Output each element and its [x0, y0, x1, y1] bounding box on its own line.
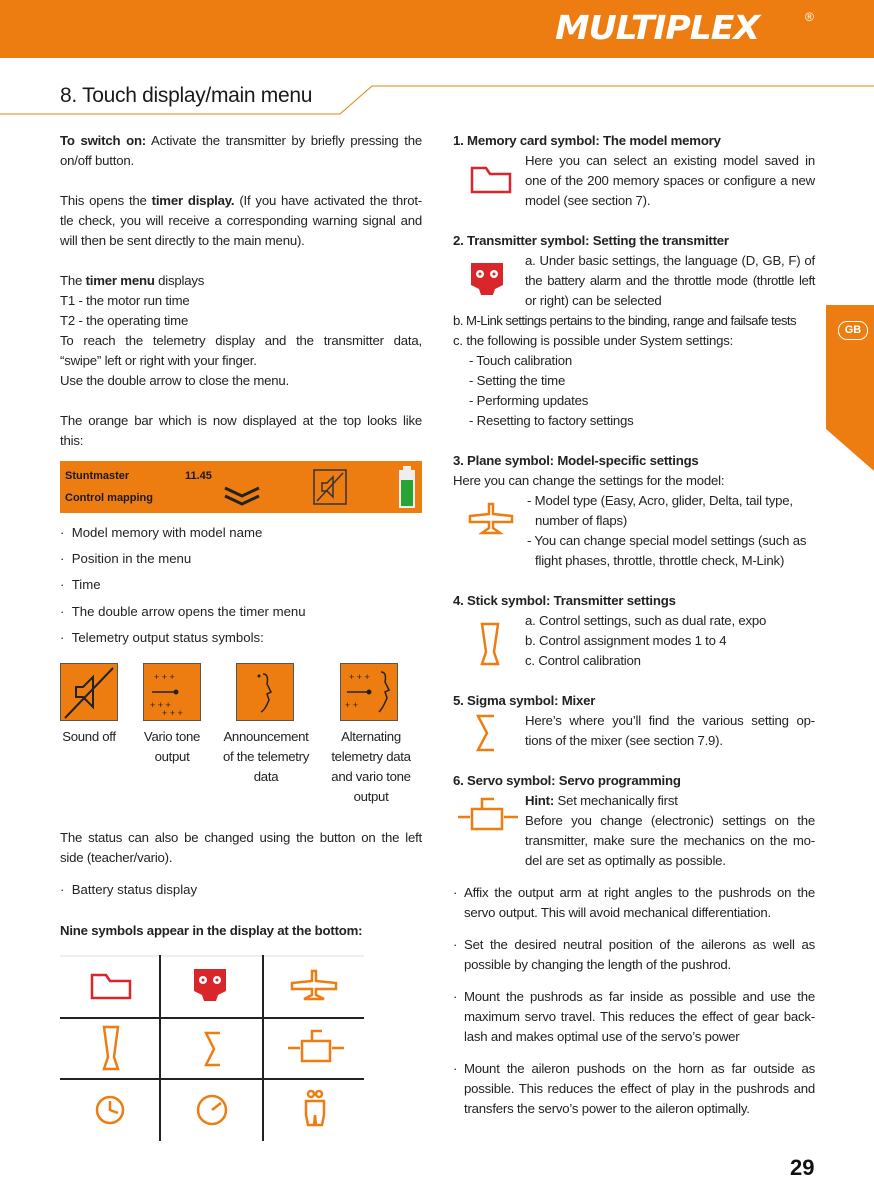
section-4-heading: 4. Stick symbol: Transmitter settings — [453, 593, 676, 608]
section-2-heading: 2. Transmitter symbol: Setting the transmitter — [453, 233, 729, 248]
s3-text-1: - Model type (Easy, Acro, glider, Delta, tail type, — [527, 493, 793, 508]
memory-card-icon — [470, 166, 512, 194]
system-settings-list — [469, 351, 769, 431]
list-item: - Resetting to factory settings — [469, 413, 634, 428]
switch-on-text-2: on/off button. — [60, 153, 134, 168]
page-number: 29 — [790, 1155, 815, 1180]
s4-text-b: b. Control assignment modes 1 to 4 — [525, 633, 727, 648]
caption-alternating: Alternating telemetry data and vario tone output — [331, 729, 411, 804]
s3-text-4: flight phases, throttle, throttle check, M-Link) — [535, 553, 785, 568]
list-item: · Position in the menu — [60, 551, 192, 566]
section-2-body — [525, 251, 815, 311]
status-change-paragraph — [60, 828, 422, 868]
switch-on-label: To switch on: — [60, 133, 146, 148]
section-4-body — [525, 611, 815, 671]
opens-paragraph — [60, 191, 422, 251]
s2-text-a2: the battery alarm and the throttle mode (throttle left — [525, 273, 815, 288]
timer-text-c: displays — [154, 273, 205, 288]
list-item: - Setting the time — [469, 373, 566, 388]
s5-text-1: Here’s where you’ll find the various setting op- — [525, 713, 815, 728]
timer-t2: T2 - the operating time — [60, 313, 189, 328]
timer-menu-term: timer menu — [85, 273, 155, 288]
list-item: · Time — [60, 577, 101, 592]
list-item: · The double arrow opens the timer menu — [60, 604, 306, 619]
bar-menu-position: Control mapping — [65, 492, 153, 504]
svg-text:+ + +: + + + — [150, 700, 171, 710]
s6-text-1: Before you change (electronic) settings on the — [525, 813, 815, 828]
language-badge: GB — [838, 321, 868, 340]
section-1-body — [525, 151, 815, 211]
s4-text-c: c. Control calibration — [525, 653, 641, 668]
list-item: · Model memory with model name — [60, 525, 263, 540]
servo-icon — [288, 1031, 344, 1061]
gauge-icon — [198, 1096, 226, 1124]
sound-off-icon — [61, 664, 117, 720]
section-6-heading: 6. Servo symbol: Servo programming — [453, 773, 681, 788]
svg-text:+ + +: + + + — [349, 672, 370, 682]
s5-text-2: tions of the mixer (see section 7.9). — [525, 733, 723, 748]
opens-text-a: This opens the — [60, 193, 152, 208]
section-6-body — [525, 791, 815, 871]
section-5-heading: 5. Sigma symbol: Mixer — [453, 693, 596, 708]
svg-text:+ +: + + — [345, 700, 359, 710]
transmitter-icon — [194, 969, 226, 1001]
battery-icon — [398, 465, 416, 509]
s1-text-2: one of the 200 memory spaces or configure a new — [525, 173, 815, 188]
transmitter-icon — [470, 262, 504, 296]
caption-announcement: Announcement of the telemetry data — [222, 729, 310, 784]
nine-symbols-grid — [60, 955, 364, 1141]
s3-intro: Here you can change the settings for the model: — [453, 473, 725, 488]
announcement-symbol — [236, 663, 294, 721]
header-bar — [0, 0, 874, 58]
sigma-icon — [474, 713, 498, 753]
section-1-heading: 1. Memory card symbol: The model memory — [453, 133, 721, 148]
hint-label: Hint: — [525, 793, 555, 808]
opens-text-c: (If you have activated the throt- — [234, 193, 422, 208]
stick-icon — [478, 622, 502, 666]
servo-icon — [456, 797, 520, 833]
alternating-symbol — [340, 663, 398, 721]
sound-off-icon — [313, 469, 347, 505]
bar-model-name: Stuntmaster — [65, 470, 130, 482]
list-item: · Battery status display — [60, 882, 198, 897]
hint-text: Set mechanically first — [554, 793, 678, 808]
sound-off-symbol — [60, 663, 118, 721]
plane-icon — [468, 502, 514, 536]
plane-icon — [292, 971, 336, 999]
reach-text-2: “swipe” left or right with your finger. — [60, 353, 257, 368]
stick-icon — [104, 1027, 118, 1069]
user-icon — [306, 1091, 324, 1125]
alternating-icon — [341, 664, 397, 720]
s3-text-2: number of flaps) — [535, 513, 628, 528]
s2-text-a3: or right) can be selected — [525, 293, 662, 308]
opens-text-2: tle check, you will receive a corresponding warning signal and — [60, 213, 422, 228]
clock-icon — [97, 1097, 123, 1123]
page-title: 8. Touch display/main menu — [60, 84, 313, 107]
list-item: · Set the desired neutral position of the ailerons as well as possible by changing the length of the pushrod. — [453, 937, 815, 972]
s6-text-2: transmitter, make sure the mechanics on the mo- — [525, 833, 815, 848]
reach-text-1: To reach the telemetry display and the transmitter data, — [60, 333, 422, 348]
s1-text-1: Here you can select an existing model saved in — [525, 153, 815, 168]
registered-mark: ® — [805, 10, 814, 24]
section-5-body — [525, 711, 815, 751]
announcement-icon — [237, 664, 293, 720]
list-item: · Telemetry output status symbols: — [60, 630, 264, 645]
timer-paragraph — [60, 271, 422, 391]
list-item: - Touch calibration — [469, 353, 572, 368]
caption-vario: Vario tone output — [143, 729, 201, 764]
s3-text-3: - You can change special model settings (such as — [527, 533, 807, 548]
section-3-heading: 3. Plane symbol: Model-specific settings — [453, 453, 699, 468]
switch-on-text: Activate the transmitter by briefly pressing the — [146, 133, 422, 148]
brand-logo: MULTIPLEX — [555, 8, 760, 47]
switch-on-paragraph — [60, 131, 422, 171]
s2-text-b: b. M-Link settings pertains to the binding, range and failsafe tests — [453, 313, 797, 328]
vario-icon — [144, 664, 200, 720]
bar-bullet-list — [60, 523, 422, 653]
reach-text-3: Use the double arrow to close the menu. — [60, 373, 289, 388]
vario-tone-symbol — [143, 663, 201, 721]
timer-text-a: The — [60, 273, 86, 288]
double-arrow-icon — [223, 485, 261, 507]
list-item: - Performing updates — [469, 393, 589, 408]
s2-text-c: c. the following is possible under System settings: — [453, 333, 734, 348]
s2-text-a1: a. Under basic settings, the language (D, GB, F) of — [525, 253, 815, 268]
orange-text-1: The orange bar which is now displayed at the top looks like — [60, 413, 422, 428]
bar-time: 11.45 — [185, 470, 212, 482]
sigma-icon — [206, 1033, 220, 1065]
s4-text-a: a. Control settings, such as dual rate, expo — [525, 613, 767, 628]
memory-card-icon — [92, 975, 130, 998]
caption-sound-off: Sound off — [62, 729, 116, 744]
svg-text:+ + +: + + + — [154, 672, 175, 682]
timer-display-term: timer display. — [151, 193, 235, 208]
timer-t1: T1 - the motor run time — [60, 293, 190, 308]
svg-text:+ + +: + + + — [162, 708, 183, 718]
list-item: · Mount the aileron pushods on the horn as far outside as possible. This reduces the effect of play in the pushrods and transfers the servo’s power to the aileron optimally. — [453, 1061, 815, 1116]
opens-text-3: will then be sent directly to the main menu). — [60, 233, 305, 248]
orange-bar-paragraph — [60, 411, 422, 451]
section-3-body — [527, 491, 817, 571]
s6-text-3: del are set as optimally as possible. — [525, 853, 726, 868]
s1-text-3: model (see section 7). — [525, 193, 651, 208]
status-change-text-2: side (teacher/vario). — [60, 850, 173, 865]
list-item: · Mount the pushrods as far inside as possible and use the maximum servo travel. This reduces the effect of gear back- lash and makes optimal use of the servo’s power — [453, 989, 815, 1044]
orange-bar-illustration — [60, 461, 422, 513]
list-item: · Affix the output arm at right angles to the pushrods on the servo output. This will avoid mechanical differentiation. — [453, 885, 815, 920]
orange-text-2: this: — [60, 433, 84, 448]
nine-symbols-heading: Nine symbols appear in the display at the bottom: — [60, 923, 363, 938]
status-change-text-1: The status can also be changed using the button on the left — [60, 830, 422, 845]
